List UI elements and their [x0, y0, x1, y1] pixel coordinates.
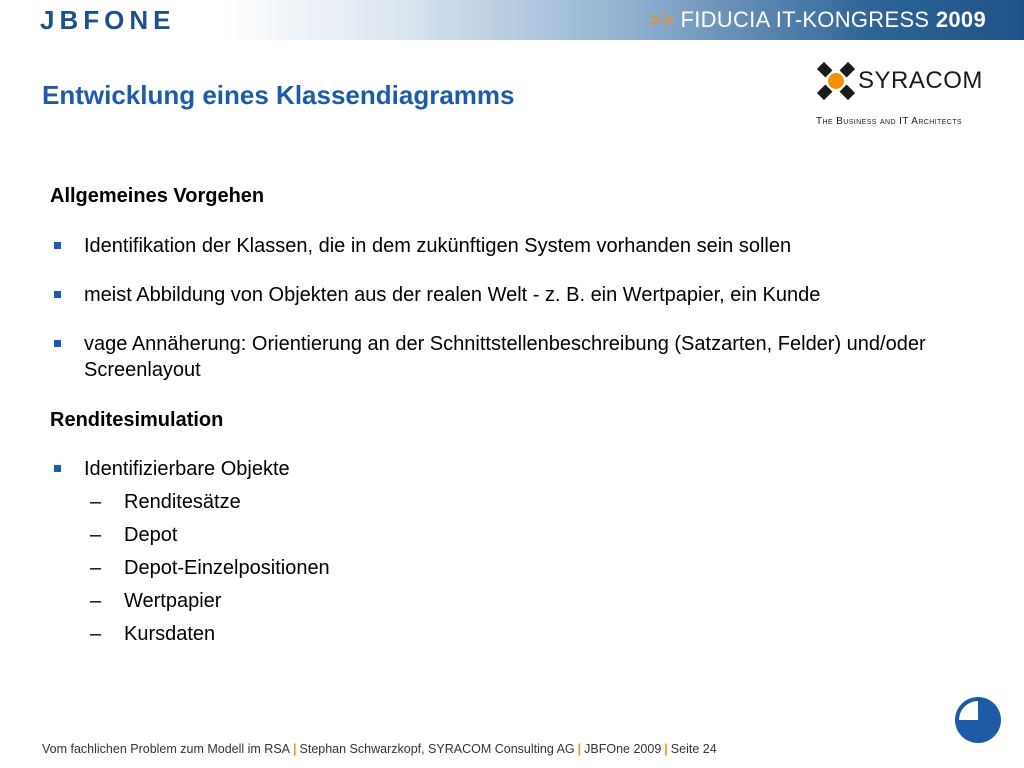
sub-item: – Kursdaten — [124, 621, 215, 647]
footer — [42, 742, 717, 756]
header-bar — [0, 0, 1024, 40]
footer-author: Stephan Schwarzkopf, SYRACOM Consulting AG — [299, 742, 575, 756]
sub-item: – Depot-Einzelpositionen — [124, 555, 330, 581]
sub-item: – Depot — [124, 522, 177, 548]
syracom-wordmark: SYRACOM — [858, 67, 983, 94]
event-title — [648, 7, 986, 33]
section-heading-vorgehen: Allgemeines Vorgehen — [50, 185, 265, 207]
footer-page: Seite 24 — [670, 742, 717, 756]
syracom-mark-icon — [816, 58, 856, 104]
sub-item: – Renditesätze — [124, 489, 241, 515]
progress-pie-icon — [954, 696, 1002, 744]
bullet-item: Identifizierbare Objekte — [84, 456, 964, 482]
footer-event: JBFOne 2009 — [584, 742, 662, 756]
sub-item: – Wertpapier — [124, 588, 221, 614]
syracom-logo — [816, 58, 986, 130]
jbfone-logo: JBFONE — [40, 5, 176, 35]
bullet-item: vage Annäherung: Orientierung an der Schnittstellenbeschreibung (Satzarten, Felder) und/oder Screenlayout — [84, 331, 964, 383]
footer-separator: | — [293, 742, 297, 756]
event-name: FIDUCIA IT-KONGRESS — [680, 7, 930, 32]
bullet-item: Identifikation der Klassen, die in dem zukünftigen System vorhanden sein sollen — [84, 233, 964, 259]
arrows-icon: >> — [648, 7, 675, 32]
footer-separator: | — [577, 742, 582, 756]
bullet-item: meist Abbildung von Objekten aus der realen Welt - z. B. ein Wertpapier, ein Kunde — [84, 282, 964, 308]
footer-separator: | — [664, 742, 668, 756]
footer-topic: Vom fachlichen Problem zum Modell im RSA — [42, 742, 291, 756]
slide-title: Entwicklung eines Klassendiagramms — [42, 80, 515, 110]
syracom-tagline: The Business and IT Architects — [816, 116, 963, 127]
section-heading-renditesimulation: Renditesimulation — [50, 409, 224, 431]
event-year: 2009 — [935, 7, 986, 32]
